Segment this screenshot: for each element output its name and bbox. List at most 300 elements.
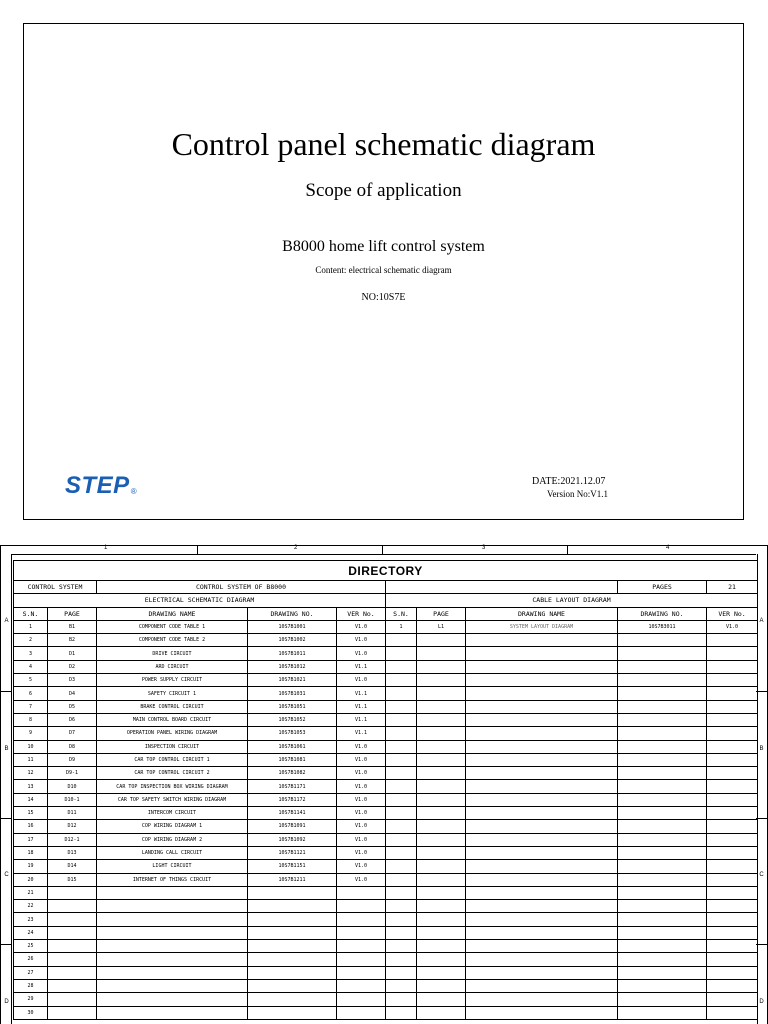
directory-row [14, 807, 758, 820]
cable-page-cell [417, 793, 466, 806]
electrical-drawing-no-cell [248, 913, 337, 926]
cable-drawing-name-cell [466, 700, 618, 713]
control-system-value: CONTROL SYSTEM OF B8000 [97, 581, 386, 594]
cable-drawing-no-cell [618, 713, 707, 726]
electrical-sn-cell: 20 [14, 873, 48, 886]
directory-row [14, 660, 758, 673]
electrical-drawing-no-cell [248, 926, 337, 939]
electrical-page-cell [48, 913, 97, 926]
cable-drawing-no-cell [618, 860, 707, 873]
electrical-drawing-no-cell: 10S7B1052 [248, 713, 337, 726]
cable-drawing-name-cell [466, 767, 618, 780]
cable-page-cell [417, 740, 466, 753]
cable-drawing-no-cell [618, 767, 707, 780]
cable-ver-no-cell [707, 727, 758, 740]
electrical-drawing-no-cell: 10S7B1121 [248, 846, 337, 859]
cable-drawing-name-cell [466, 966, 618, 979]
cable-drawing-name-cell [466, 793, 618, 806]
electrical-drawing-name-cell [97, 966, 248, 979]
cable-page-cell [417, 767, 466, 780]
cable-drawing-name-cell [466, 727, 618, 740]
cable-sn-cell [386, 753, 417, 766]
electrical-ver-no-cell: V1.1 [337, 687, 386, 700]
directory-row [14, 846, 758, 859]
row-divider [1, 691, 12, 692]
electrical-page-cell: D3 [48, 674, 97, 687]
directory-row [14, 873, 758, 886]
electrical-page-cell: D10-1 [48, 793, 97, 806]
row-marker-c-left: C [4, 872, 9, 878]
directory-row [14, 966, 758, 979]
electrical-drawing-name-cell: CAR TOP CONTROL CIRCUIT 2 [97, 767, 248, 780]
electrical-drawing-name-cell [97, 913, 248, 926]
control-system-label: CONTROL SYSTEM [14, 581, 97, 594]
electrical-drawing-no-cell: 10S7B1031 [248, 687, 337, 700]
cable-drawing-name-cell [466, 647, 618, 660]
cable-ver-no-cell [707, 900, 758, 913]
directory-row [14, 767, 758, 780]
cable-drawing-name-cell [466, 780, 618, 793]
electrical-ver-no-cell: V1.0 [337, 860, 386, 873]
cable-ver-no-cell [707, 793, 758, 806]
directory-row [14, 1006, 758, 1019]
electrical-drawing-no-cell [248, 1006, 337, 1019]
directory-row [14, 620, 758, 633]
column-header-ver-no: VER No. [337, 607, 386, 620]
directory-sheet [0, 545, 768, 1024]
electrical-ver-no-cell [337, 926, 386, 939]
cable-page-cell [417, 846, 466, 859]
electrical-sn-cell: 15 [14, 807, 48, 820]
directory-row [14, 913, 758, 926]
electrical-drawing-no-cell: 10S7B1021 [248, 674, 337, 687]
electrical-drawing-no-cell: 10S7B1011 [248, 647, 337, 660]
cable-drawing-no-cell [618, 793, 707, 806]
directory-row [14, 740, 758, 753]
electrical-drawing-name-cell: CAR TOP CONTROL CIRCUIT 1 [97, 753, 248, 766]
electrical-ver-no-cell [337, 886, 386, 899]
electrical-page-cell [48, 953, 97, 966]
electrical-drawing-name-cell [97, 900, 248, 913]
electrical-sn-cell: 8 [14, 713, 48, 726]
electrical-page-cell: D15 [48, 873, 97, 886]
column-header-drawing-no: DRAWING NO. [618, 607, 707, 620]
electrical-page-cell: D13 [48, 846, 97, 859]
cable-page-cell [417, 979, 466, 992]
cable-drawing-name-cell [466, 900, 618, 913]
electrical-drawing-no-cell: 10S7B1081 [248, 753, 337, 766]
logo-text: STEP [65, 472, 130, 499]
electrical-sn-cell: 1 [14, 620, 48, 633]
cable-drawing-no-cell [618, 873, 707, 886]
electrical-drawing-no-cell [248, 979, 337, 992]
cable-sn-cell [386, 700, 417, 713]
cable-sn-cell [386, 780, 417, 793]
cable-drawing-no-cell [618, 953, 707, 966]
directory-row [14, 753, 758, 766]
electrical-ver-no-cell: V1.0 [337, 820, 386, 833]
directory-row [14, 979, 758, 992]
cable-sn-cell [386, 833, 417, 846]
row-marker-b-left: B [4, 746, 9, 752]
cable-page-cell [417, 807, 466, 820]
row-marker-b-right: B [759, 746, 764, 752]
electrical-drawing-name-cell: DRIVE CIRCUIT [97, 647, 248, 660]
electrical-drawing-name-cell: OPERATION PANEL WIRING DIAGRAM [97, 727, 248, 740]
electrical-ver-no-cell: V1.0 [337, 833, 386, 846]
cable-drawing-name-cell [466, 833, 618, 846]
electrical-drawing-no-cell: 10S7B1082 [248, 767, 337, 780]
directory-table [13, 560, 758, 1020]
electrical-page-cell [48, 886, 97, 899]
electrical-sn-cell: 2 [14, 634, 48, 647]
row-divider [1, 818, 12, 819]
cable-drawing-name-cell [466, 634, 618, 647]
electrical-drawing-no-cell: 10S7B1151 [248, 860, 337, 873]
electrical-ver-no-cell: V1.0 [337, 674, 386, 687]
cable-ver-no-cell [707, 687, 758, 700]
directory-row [14, 647, 758, 660]
cable-drawing-no-cell [618, 979, 707, 992]
cable-page-cell [417, 634, 466, 647]
electrical-page-cell: D5 [48, 700, 97, 713]
electrical-page-cell: D4 [48, 687, 97, 700]
electrical-drawing-name-cell: INTERCOM CIRCUIT [97, 807, 248, 820]
electrical-sn-cell: 18 [14, 846, 48, 859]
cable-drawing-name-cell [466, 940, 618, 953]
cable-sn-cell: 1 [386, 620, 417, 633]
electrical-sn-cell: 12 [14, 767, 48, 780]
electrical-drawing-name-cell: LIGHT CIRCUIT [97, 860, 248, 873]
cable-drawing-no-cell [618, 634, 707, 647]
electrical-page-cell [48, 993, 97, 1006]
electrical-ver-no-cell: V1.0 [337, 846, 386, 859]
cable-sn-cell [386, 820, 417, 833]
row-marker-a-left: A [4, 618, 9, 624]
cable-ver-no-cell [707, 979, 758, 992]
column-header-drawing-name: DRAWING NAME [466, 607, 618, 620]
directory-row [14, 713, 758, 726]
electrical-drawing-no-cell: 10S7B1051 [248, 700, 337, 713]
cable-ver-no-cell [707, 753, 758, 766]
electrical-drawing-name-cell [97, 993, 248, 1006]
electrical-drawing-name-cell: INSPECTION CIRCUIT [97, 740, 248, 753]
cable-ver-no-cell [707, 873, 758, 886]
electrical-ver-no-cell: V1.0 [337, 647, 386, 660]
cable-drawing-no-cell [618, 966, 707, 979]
electrical-page-cell: B1 [48, 620, 97, 633]
cable-drawing-name-cell [466, 913, 618, 926]
cable-ver-no-cell [707, 860, 758, 873]
cable-page-cell [417, 674, 466, 687]
cable-drawing-no-cell [618, 820, 707, 833]
electrical-drawing-no-cell: 10S7B1053 [248, 727, 337, 740]
column-header-page: PAGE [417, 607, 466, 620]
cable-drawing-name-cell [466, 846, 618, 859]
electrical-ver-no-cell: V1.0 [337, 793, 386, 806]
electrical-drawing-name-cell [97, 886, 248, 899]
cable-ver-no-cell [707, 647, 758, 660]
electrical-page-cell [48, 979, 97, 992]
electrical-drawing-no-cell [248, 966, 337, 979]
electrical-sn-cell: 21 [14, 886, 48, 899]
cable-page-cell [417, 1006, 466, 1019]
ruler-divider [567, 546, 568, 554]
cable-drawing-name-cell [466, 886, 618, 899]
cable-drawing-no-cell [618, 780, 707, 793]
electrical-sn-cell: 22 [14, 900, 48, 913]
electrical-page-cell: D9-1 [48, 767, 97, 780]
electrical-drawing-no-cell [248, 940, 337, 953]
electrical-drawing-no-cell [248, 886, 337, 899]
cable-ver-no-cell [707, 940, 758, 953]
cable-page-cell [417, 913, 466, 926]
cable-sn-cell [386, 1006, 417, 1019]
cable-ver-no-cell [707, 913, 758, 926]
cable-page-cell [417, 660, 466, 673]
electrical-page-cell [48, 1006, 97, 1019]
electrical-page-cell: D11 [48, 807, 97, 820]
electrical-sn-cell: 16 [14, 820, 48, 833]
electrical-sn-cell: 3 [14, 647, 48, 660]
directory-row [14, 780, 758, 793]
row-marker-d-left: D [4, 999, 9, 1005]
cable-drawing-name-cell [466, 979, 618, 992]
electrical-ver-no-cell [337, 940, 386, 953]
electrical-ver-no-cell: V1.1 [337, 700, 386, 713]
column-marker-4: 4 [666, 545, 670, 551]
cable-drawing-name-cell [466, 993, 618, 1006]
cable-drawing-no-cell [618, 940, 707, 953]
electrical-drawing-no-cell: 10S7B1172 [248, 793, 337, 806]
electrical-drawing-name-cell [97, 979, 248, 992]
electrical-sn-cell: 9 [14, 727, 48, 740]
electrical-drawing-no-cell [248, 900, 337, 913]
column-marker-2: 2 [294, 545, 298, 551]
electrical-ver-no-cell [337, 979, 386, 992]
electrical-ver-no-cell [337, 993, 386, 1006]
cable-ver-no-cell [707, 674, 758, 687]
cable-sn-cell [386, 767, 417, 780]
electrical-page-cell: D14 [48, 860, 97, 873]
cable-sn-cell [386, 979, 417, 992]
directory-row [14, 886, 758, 899]
cable-page-cell [417, 900, 466, 913]
electrical-drawing-no-cell: 10S7B1211 [248, 873, 337, 886]
cable-page-cell [417, 647, 466, 660]
row-marker-a-right: A [759, 618, 764, 624]
cable-ver-no-cell [707, 846, 758, 859]
cable-sn-cell [386, 687, 417, 700]
cable-section-title: CABLE LAYOUT DIAGRAM [386, 594, 758, 607]
cable-sn-cell [386, 727, 417, 740]
electrical-drawing-name-cell: COP WIRING DIAGRAM 1 [97, 820, 248, 833]
pages-value: 21 [707, 581, 758, 594]
cable-drawing-no-cell [618, 753, 707, 766]
electrical-page-cell: D6 [48, 713, 97, 726]
electrical-ver-no-cell: V1.0 [337, 807, 386, 820]
cable-drawing-name-cell: SYSTEM LAYOUT DIAGRAM [466, 620, 618, 633]
cable-ver-no-cell [707, 993, 758, 1006]
cable-page-cell [417, 700, 466, 713]
cable-sn-cell [386, 940, 417, 953]
electrical-sn-cell: 17 [14, 833, 48, 846]
cable-ver-no-cell: V1.0 [707, 620, 758, 633]
electrical-drawing-name-cell: ARD CIRCUIT [97, 660, 248, 673]
directory-row [14, 860, 758, 873]
column-marker-3: 3 [482, 545, 486, 551]
document-date: DATE:2021.12.07 [532, 476, 606, 487]
pages-label: PAGES [618, 581, 707, 594]
electrical-page-cell: D2 [48, 660, 97, 673]
cable-page-cell [417, 860, 466, 873]
cable-page-cell [417, 953, 466, 966]
electrical-sn-cell: 26 [14, 953, 48, 966]
cable-page-cell [417, 966, 466, 979]
electrical-drawing-name-cell: COP WIRING DIAGRAM 2 [97, 833, 248, 846]
electrical-drawing-no-cell: 10S7B1091 [248, 820, 337, 833]
directory-row [14, 727, 758, 740]
electrical-ver-no-cell: V1.0 [337, 767, 386, 780]
cable-page-cell: L1 [417, 620, 466, 633]
cable-ver-no-cell [707, 660, 758, 673]
electrical-sn-cell: 19 [14, 860, 48, 873]
electrical-drawing-no-cell: 10S7B1061 [248, 740, 337, 753]
electrical-ver-no-cell [337, 913, 386, 926]
electrical-ver-no-cell: V1.0 [337, 780, 386, 793]
left-border-line [11, 554, 12, 1024]
cable-drawing-no-cell [618, 700, 707, 713]
electrical-drawing-no-cell [248, 993, 337, 1006]
electrical-page-cell: B2 [48, 634, 97, 647]
cable-drawing-no-cell [618, 833, 707, 846]
electrical-sn-cell: 25 [14, 940, 48, 953]
cable-ver-no-cell [707, 767, 758, 780]
system-name: B8000 home lift control system [282, 238, 485, 255]
ruler-divider [382, 546, 383, 554]
electrical-ver-no-cell: V1.1 [337, 660, 386, 673]
cable-page-cell [417, 993, 466, 1006]
electrical-page-cell: D7 [48, 727, 97, 740]
cable-ver-no-cell [707, 713, 758, 726]
cable-ver-no-cell [707, 807, 758, 820]
electrical-page-cell: D1 [48, 647, 97, 660]
electrical-drawing-no-cell [248, 953, 337, 966]
electrical-drawing-name-cell: SAFETY CIRCUIT 1 [97, 687, 248, 700]
electrical-sn-cell: 13 [14, 780, 48, 793]
electrical-drawing-name-cell: CAR TOP SAFETY SWITCH WIRING DIAGRAM [97, 793, 248, 806]
electrical-page-cell [48, 940, 97, 953]
column-header-ver-no: VER No. [707, 607, 758, 620]
cable-drawing-name-cell [466, 674, 618, 687]
cable-drawing-name-cell [466, 753, 618, 766]
directory-title: DIRECTORY [14, 561, 758, 581]
cable-sn-cell [386, 860, 417, 873]
directory-row [14, 953, 758, 966]
blank-header-cell [386, 581, 618, 594]
cable-sn-cell [386, 846, 417, 859]
cable-drawing-no-cell [618, 807, 707, 820]
content-description: Content: electrical schematic diagram [315, 265, 452, 275]
cable-sn-cell [386, 926, 417, 939]
electrical-sn-cell: 7 [14, 700, 48, 713]
step-logo [65, 472, 137, 500]
directory-row [14, 700, 758, 713]
directory-row [14, 634, 758, 647]
cable-drawing-name-cell [466, 820, 618, 833]
electrical-page-cell: D9 [48, 753, 97, 766]
column-header-drawing-no: DRAWING NO. [248, 607, 337, 620]
cable-page-cell [417, 753, 466, 766]
document-number: NO:10S7E [361, 292, 406, 303]
cable-ver-no-cell [707, 634, 758, 647]
electrical-drawing-name-cell: MAIN CONTROL BOARD CIRCUIT [97, 713, 248, 726]
electrical-page-cell [48, 926, 97, 939]
cable-sn-cell [386, 713, 417, 726]
electrical-drawing-no-cell: 10S7B1001 [248, 620, 337, 633]
electrical-sn-cell: 24 [14, 926, 48, 939]
cable-drawing-no-cell [618, 993, 707, 1006]
electrical-sn-cell: 4 [14, 660, 48, 673]
electrical-sn-cell: 5 [14, 674, 48, 687]
column-header-page: PAGE [48, 607, 97, 620]
cable-ver-no-cell [707, 926, 758, 939]
cable-sn-cell [386, 886, 417, 899]
electrical-ver-no-cell [337, 966, 386, 979]
cable-drawing-name-cell [466, 860, 618, 873]
cable-page-cell [417, 833, 466, 846]
cable-drawing-no-cell [618, 926, 707, 939]
electrical-ver-no-cell: V1.1 [337, 713, 386, 726]
cable-drawing-name-cell [466, 740, 618, 753]
cable-sn-cell [386, 740, 417, 753]
registered-mark: ® [130, 487, 138, 496]
electrical-sn-cell: 29 [14, 993, 48, 1006]
cable-page-cell [417, 886, 466, 899]
column-header-drawing-name: DRAWING NAME [97, 607, 248, 620]
cable-sn-cell [386, 953, 417, 966]
cable-page-cell [417, 820, 466, 833]
directory-row [14, 993, 758, 1006]
cable-sn-cell [386, 793, 417, 806]
electrical-drawing-no-cell: 10S7B1171 [248, 780, 337, 793]
directory-row [14, 793, 758, 806]
electrical-drawing-name-cell: BRAKE CONTROL CIRCUIT [97, 700, 248, 713]
cable-drawing-name-cell [466, 687, 618, 700]
cable-ver-no-cell [707, 740, 758, 753]
electrical-sn-cell: 11 [14, 753, 48, 766]
cable-sn-cell [386, 647, 417, 660]
electrical-page-cell: D10 [48, 780, 97, 793]
electrical-ver-no-cell [337, 953, 386, 966]
cable-sn-cell [386, 913, 417, 926]
column-marker-1: 1 [104, 545, 108, 551]
cable-ver-no-cell [707, 886, 758, 899]
document-version: Version No:V1.1 [547, 489, 608, 499]
cable-drawing-name-cell [466, 873, 618, 886]
electrical-ver-no-cell [337, 900, 386, 913]
ruler-divider [197, 546, 198, 554]
electrical-ver-no-cell: V1.0 [337, 753, 386, 766]
cable-drawing-no-cell [618, 727, 707, 740]
electrical-sn-cell: 6 [14, 687, 48, 700]
electrical-ver-no-cell [337, 1006, 386, 1019]
cable-drawing-name-cell [466, 807, 618, 820]
electrical-drawing-name-cell [97, 1006, 248, 1019]
electrical-drawing-name-cell [97, 940, 248, 953]
electrical-drawing-no-cell: 10S7B1141 [248, 807, 337, 820]
cable-drawing-name-cell [466, 713, 618, 726]
